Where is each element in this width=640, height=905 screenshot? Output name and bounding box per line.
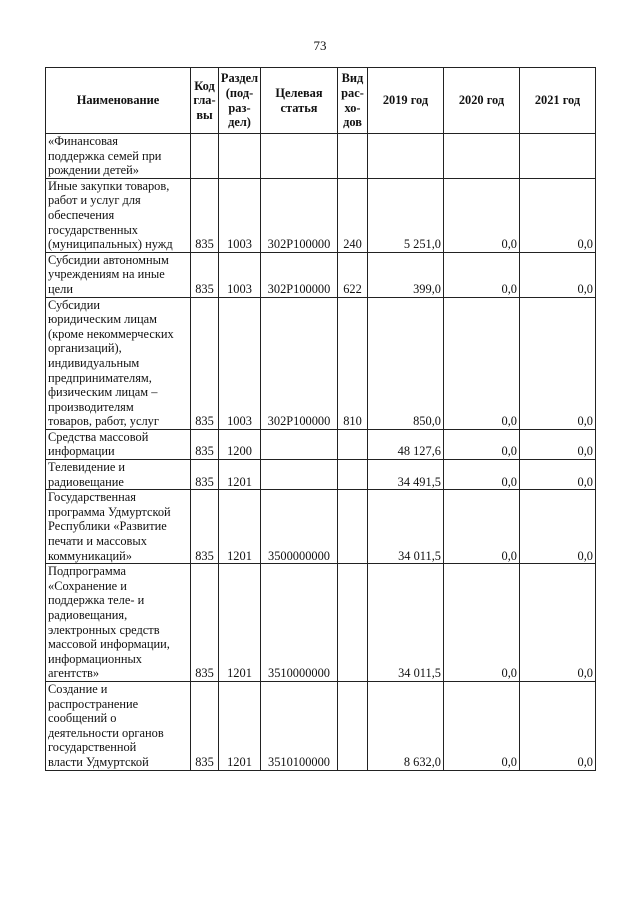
- row-section: 1201: [219, 564, 261, 682]
- row-name-line: распространение: [48, 696, 139, 711]
- page-number: 73: [313, 38, 327, 53]
- header-type: [338, 68, 368, 134]
- row-2019: 34 491,5: [368, 460, 444, 490]
- row-name-line: деятельности органов: [48, 725, 164, 740]
- row-name-line: цели: [48, 281, 73, 296]
- row-2020: [444, 134, 520, 179]
- header-2019: 2019 год: [368, 68, 444, 134]
- row-2019: [368, 134, 444, 179]
- header-line: хо-: [344, 100, 361, 115]
- row-target: [261, 134, 338, 179]
- row-section: 1200: [219, 429, 261, 459]
- row-code: 835: [191, 297, 219, 429]
- row-code: 835: [191, 490, 219, 564]
- row-name-line: государственных: [48, 222, 139, 237]
- row-2020: 0,0: [444, 564, 520, 682]
- row-name-line: электронных средств: [48, 622, 160, 637]
- row-type: [338, 681, 368, 770]
- row-2020: 0,0: [444, 460, 520, 490]
- table-row: [46, 252, 596, 297]
- table-row: [46, 178, 596, 252]
- row-2021: 0,0: [520, 178, 596, 252]
- row-name-line: массовой информации,: [48, 637, 170, 652]
- row-name-line: государственной: [48, 740, 137, 755]
- row-target: 3500000000: [261, 490, 338, 564]
- row-name-line: сообщений о: [48, 711, 117, 726]
- row-name-line: «Финансовая: [48, 134, 118, 148]
- header-code: [191, 68, 219, 134]
- row-name-line: рождении детей»: [48, 163, 139, 178]
- row-2019: 34 011,5: [368, 564, 444, 682]
- row-2020: 0,0: [444, 297, 520, 429]
- row-name: [46, 134, 191, 179]
- table-row: [46, 460, 596, 490]
- header-section: [219, 68, 261, 134]
- table-row: [46, 429, 596, 459]
- row-target: [261, 460, 338, 490]
- header-line: Целевая: [275, 85, 323, 100]
- row-type: [338, 564, 368, 682]
- row-name-line: индивидуальным: [48, 355, 140, 370]
- row-type: 240: [338, 178, 368, 252]
- row-2021: 0,0: [520, 252, 596, 297]
- row-name-line: Иные закупки товаров,: [48, 178, 170, 193]
- row-type: [338, 460, 368, 490]
- header-target: [261, 68, 338, 134]
- table-row: [46, 490, 596, 564]
- row-type: 622: [338, 252, 368, 297]
- header-2020: 2020 год: [444, 68, 520, 134]
- header-line: раз-: [228, 100, 251, 115]
- row-code: 835: [191, 252, 219, 297]
- row-name: [46, 252, 191, 297]
- row-section: [219, 134, 261, 179]
- row-target: 302P100000: [261, 178, 338, 252]
- table-body: [46, 134, 596, 771]
- row-name: [46, 429, 191, 459]
- row-name-line: информации: [48, 444, 115, 459]
- row-code: 835: [191, 681, 219, 770]
- header-line: гла-: [193, 93, 216, 108]
- row-name: [46, 564, 191, 682]
- row-2020: 0,0: [444, 681, 520, 770]
- row-2020: 0,0: [444, 178, 520, 252]
- row-2021: 0,0: [520, 681, 596, 770]
- row-section: 1003: [219, 297, 261, 429]
- row-code: 835: [191, 178, 219, 252]
- row-type: [338, 134, 368, 179]
- row-name-line: (кроме некоммерческих: [48, 326, 174, 341]
- row-name-line: агентств»: [48, 666, 100, 681]
- header-line: дел): [228, 115, 251, 130]
- header-line: рас-: [341, 85, 364, 100]
- row-section: 1201: [219, 681, 261, 770]
- row-2019: 48 127,6: [368, 429, 444, 459]
- row-name-line: физическим лицам –: [48, 385, 158, 400]
- row-2019: 34 011,5: [368, 490, 444, 564]
- row-name-line: Государственная: [48, 490, 136, 505]
- row-2021: [520, 134, 596, 179]
- row-name-line: власти Удмуртской: [48, 754, 149, 769]
- row-name-line: радиовещание: [48, 474, 124, 489]
- row-name-line: юридическим лицам: [48, 312, 157, 327]
- row-name-line: Субсидии: [48, 297, 100, 312]
- row-name: [46, 460, 191, 490]
- row-name: [46, 297, 191, 429]
- row-name-line: учреждениям на иные: [48, 267, 165, 282]
- row-name-line: предпринимателям,: [48, 370, 152, 385]
- row-name-line: Субсидии автономным: [48, 252, 169, 267]
- row-code: [191, 134, 219, 179]
- row-section: 1003: [219, 178, 261, 252]
- row-name-line: поддержка семей при: [48, 148, 162, 163]
- row-code: 835: [191, 564, 219, 682]
- row-name-line: программа Удмуртской: [48, 504, 171, 519]
- row-name-line: товаров, работ, услуг: [48, 414, 159, 429]
- row-name-line: «Сохранение и: [48, 578, 127, 593]
- row-name-line: радиовещания,: [48, 608, 128, 622]
- budget-table: [45, 67, 596, 771]
- header-2021: 2021 год: [520, 68, 596, 134]
- row-name-line: Средства массовой: [48, 429, 149, 444]
- row-name-line: обеспечения: [48, 207, 115, 222]
- row-name: [46, 490, 191, 564]
- row-name: [46, 681, 191, 770]
- row-2021: 0,0: [520, 490, 596, 564]
- table-row: [46, 681, 596, 770]
- row-code: 835: [191, 429, 219, 459]
- row-2021: 0,0: [520, 297, 596, 429]
- row-target: 302P100000: [261, 252, 338, 297]
- row-name-line: коммуникаций»: [48, 548, 132, 563]
- row-2021: 0,0: [520, 460, 596, 490]
- row-name-line: Подпрограмма: [48, 564, 126, 579]
- header-line: (под-: [225, 85, 254, 100]
- header-line: Код: [194, 78, 215, 93]
- row-section: 1201: [219, 460, 261, 490]
- header-line: Вид: [341, 71, 364, 86]
- row-name: [46, 178, 191, 252]
- row-2020: 0,0: [444, 490, 520, 564]
- header-line: Раздел: [220, 71, 259, 86]
- row-2021: 0,0: [520, 564, 596, 682]
- header-row: [46, 68, 596, 134]
- row-2019: 8 632,0: [368, 681, 444, 770]
- row-target: 302P100000: [261, 297, 338, 429]
- row-2020: 0,0: [444, 252, 520, 297]
- row-name-line: поддержка теле- и: [48, 593, 145, 608]
- row-section: 1003: [219, 252, 261, 297]
- row-name-line: производителям: [48, 399, 134, 414]
- table-row: [46, 564, 596, 682]
- row-target: [261, 429, 338, 459]
- row-name-line: Республики «Развитие: [48, 519, 167, 534]
- row-name-line: Создание и: [48, 681, 108, 696]
- row-type: [338, 429, 368, 459]
- row-name-line: информационных: [48, 651, 142, 666]
- row-name-line: печати и массовых: [48, 534, 147, 549]
- header-line: вы: [196, 107, 213, 122]
- row-2019: 850,0: [368, 297, 444, 429]
- header-line: статья: [280, 100, 318, 115]
- header-line: дов: [343, 115, 362, 130]
- row-2019: 5 251,0: [368, 178, 444, 252]
- row-name-line: Телевидение и: [48, 460, 126, 475]
- table-row: [46, 297, 596, 429]
- header-name: Наименование: [46, 68, 191, 134]
- row-2019: 399,0: [368, 252, 444, 297]
- row-2021: 0,0: [520, 429, 596, 459]
- row-code: 835: [191, 460, 219, 490]
- row-name-line: работ и услуг для: [48, 193, 141, 208]
- row-2020: 0,0: [444, 429, 520, 459]
- row-type: 810: [338, 297, 368, 429]
- row-name-line: (муниципальных) нужд: [48, 237, 173, 252]
- row-type: [338, 490, 368, 564]
- row-target: 3510100000: [261, 681, 338, 770]
- row-target: 3510000000: [261, 564, 338, 682]
- table-row: [46, 134, 596, 179]
- row-section: 1201: [219, 490, 261, 564]
- row-name-line: организаций),: [48, 341, 122, 356]
